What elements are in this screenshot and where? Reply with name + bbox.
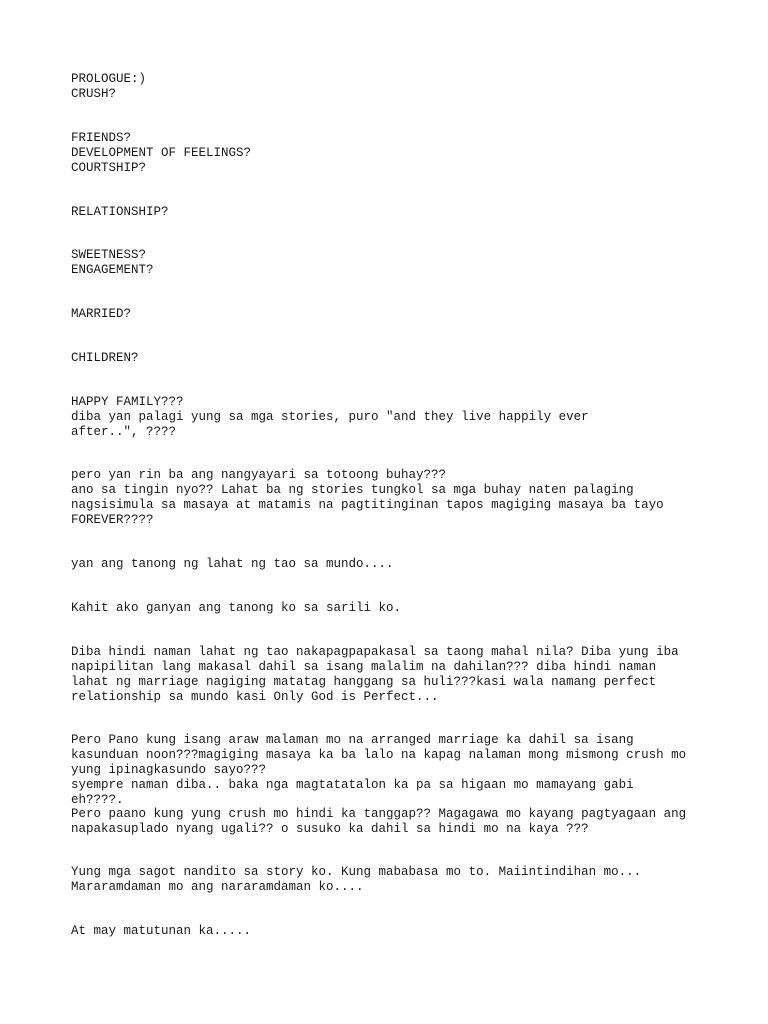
text-line: DEVELOPMENT OF FEELINGS? — [71, 146, 252, 160]
text-line: COURTSHIP? — [71, 161, 147, 175]
text-line: kasunduan noon???magiging masaya ka ba lalo na kapag nalaman mong mismong crush mo — [71, 748, 687, 762]
text-line: CRUSH? — [71, 87, 117, 101]
text-line: pero yan rin ba ang nangyayari sa totoong buhay??? — [71, 468, 447, 482]
text-line: eh????. — [71, 793, 124, 807]
text-line: RELATIONSHIP? — [71, 205, 169, 219]
text-line: FRIENDS? — [71, 131, 132, 145]
text-line: relationship sa mundo kasi Only God is Perfect... — [71, 690, 439, 704]
text-line: Pero paano kung yung crush mo hindi ka tanggap?? Magagawa mo kayang pagtyagaan ang — [71, 807, 687, 821]
text-line: HAPPY FAMILY??? — [71, 395, 184, 409]
text-line: SWEETNESS? — [71, 248, 147, 262]
text-line: diba yan palagi yung sa mga stories, puro "and they live happily ever — [71, 410, 589, 424]
text-line: syempre naman diba.. baka nga magtatatalon ka pa sa higaan mo mamayang gabi — [71, 778, 634, 792]
text-line: Diba hindi naman lahat ng tao nakapagpapakasal sa taong mahal nila? Diba yung iba — [71, 645, 679, 659]
text-line: FOREVER???? — [71, 513, 154, 527]
text-line: Kahit ako ganyan ang tanong ko sa sarili ko. — [71, 601, 402, 615]
text-line: yung ipinagkasundo sayo??? — [71, 763, 267, 777]
text-line: Mararamdaman mo ang nararamdaman ko.... — [71, 880, 364, 894]
text-line: At may matutunan ka..... — [71, 924, 252, 938]
text-line: lahat ng marriage nagiging matatag hanggang sa huli???kasi wala namang perfect — [71, 675, 657, 689]
text-line: napipilitan lang makasal dahil sa isang malalim na dahilan??? diba hindi naman — [71, 660, 657, 674]
text-line: nagsisimula sa masaya at matamis na pagtitinginan tapos magiging masaya ba tayo — [71, 498, 664, 512]
text-line: MARRIED? — [71, 307, 132, 321]
text-line: Pero Pano kung isang araw malaman mo na arranged marriage ka dahil sa isang — [71, 733, 634, 747]
text-line: Yung mga sagot nandito sa story ko. Kung mababasa mo to. Maiintindihan mo... — [71, 865, 642, 879]
text-line: CHILDREN? — [71, 351, 139, 365]
text-line: yan ang tanong ng lahat ng tao sa mundo.... — [71, 557, 394, 571]
text-line: after..", ???? — [71, 425, 177, 439]
text-line: ano sa tingin nyo?? Lahat ba ng stories tungkol sa mga buhay naten palaging — [71, 483, 634, 497]
text-line: PROLOGUE:) — [71, 72, 147, 86]
text-line: napakasuplado nyang ugali?? o susuko ka dahil sa hindi mo na kaya ??? — [71, 822, 589, 836]
text-line: ENGAGEMENT? — [71, 263, 154, 277]
